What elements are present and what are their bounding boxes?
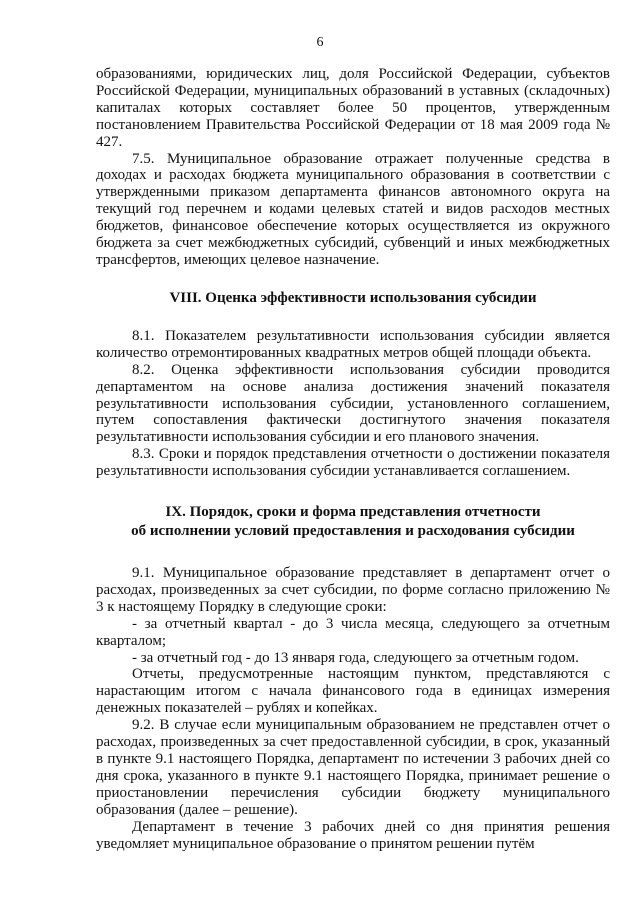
section-ix-heading-line-2: об исполнении условий предоставления и расходования субсидии — [131, 523, 575, 540]
paragraph-9-1: 9.1. Муниципальное образование представляет в департамент отчет о расходах, произведенных за счет субсидии, по форме согласно приложению № 3 к настоящему Порядку в следующие сроки: — [96, 565, 610, 615]
paragraph-continuation: образованиями, юридических лиц, доля Российской Федерации, субъектов Российской Федерации, муниципальных образований в уставных (складочных) капиталах которых составляет более 50 процентов, утвержденным постановлением Правительства Российской Федерации от 18 мая 2009 года № 427. — [96, 66, 610, 150]
paragraph-8-1: 8.1. Показателем результативности использования субсидии является количество отремонтированных квадратных метров общей площади объекта. — [96, 327, 610, 361]
paragraph-7-5: 7.5. Муниципальное образование отражает полученные средства в доходах и расходах бюджета муниципального образования в соответствии с утвержденными приказом департамента финансов автономного округа на текущий год перечнем и кодами целевых статей и видов расходов местных бюджетов, финансовое обеспечение которых осуществляется из окружного бюджета за счет межбюджетных субсидий, субвенций и иных межбюджетных трансфертов, имеющих целевое назначение. — [96, 150, 610, 268]
document-body — [96, 66, 610, 852]
paragraph-8-2: 8.2. Оценка эффективности использования субсидии проводится департаментом на основе анализа достижения значений показателя результативности использования субсидии, установленного соглашением, путем сопоставления фактически достигнутого значения показателя результативности использования субсидии и его планового значения. — [96, 361, 610, 446]
deadline-item-quarter: - за отчетный квартал - до 3 числа месяца, следующего за отчетным кварталом; — [96, 615, 610, 649]
paragraph-reports: Отчеты, предусмотренные настоящим пунктом, представляются с нарастающим итогом с начала финансового года в единицах измерения денежных показателей – рублях и копейках. — [96, 666, 610, 717]
section-ix-heading-line-1: IX. Порядок, сроки и форма представления отчетности — [165, 504, 541, 521]
section-ix-heading — [96, 503, 610, 541]
deadline-item-year: - за отчетный год - до 13 января года, следующего за отчетным годом. — [132, 649, 579, 666]
paragraph-9-2: 9.2. В случае если муниципальным образованием не представлен отчет о расходах, произведенных за счет предоставленной субсидии, в срок, указанный в пункте 9.1 настоящего Порядка, департамент по истечении 3 рабочих дней со дня срока, указанного в пункте 9.1 настоящего Порядка, принимает решение о приостановлении перечисления субсидии бюджету муниципального образования (далее – решение). — [96, 717, 610, 818]
paragraph-department-notice: Департамент в течение 3 рабочих дней со дня принятия решения уведомляет муниципальное образование о принятом решении путём — [96, 818, 610, 852]
section-viii-heading: VIII. Оценка эффективности использования субсидии — [169, 289, 537, 306]
paragraph-8-3: 8.3. Сроки и порядок представления отчетности о достижении показателя результативности использования субсидии устанавливается соглашением. — [96, 446, 610, 480]
page-number: 6 — [316, 35, 324, 50]
